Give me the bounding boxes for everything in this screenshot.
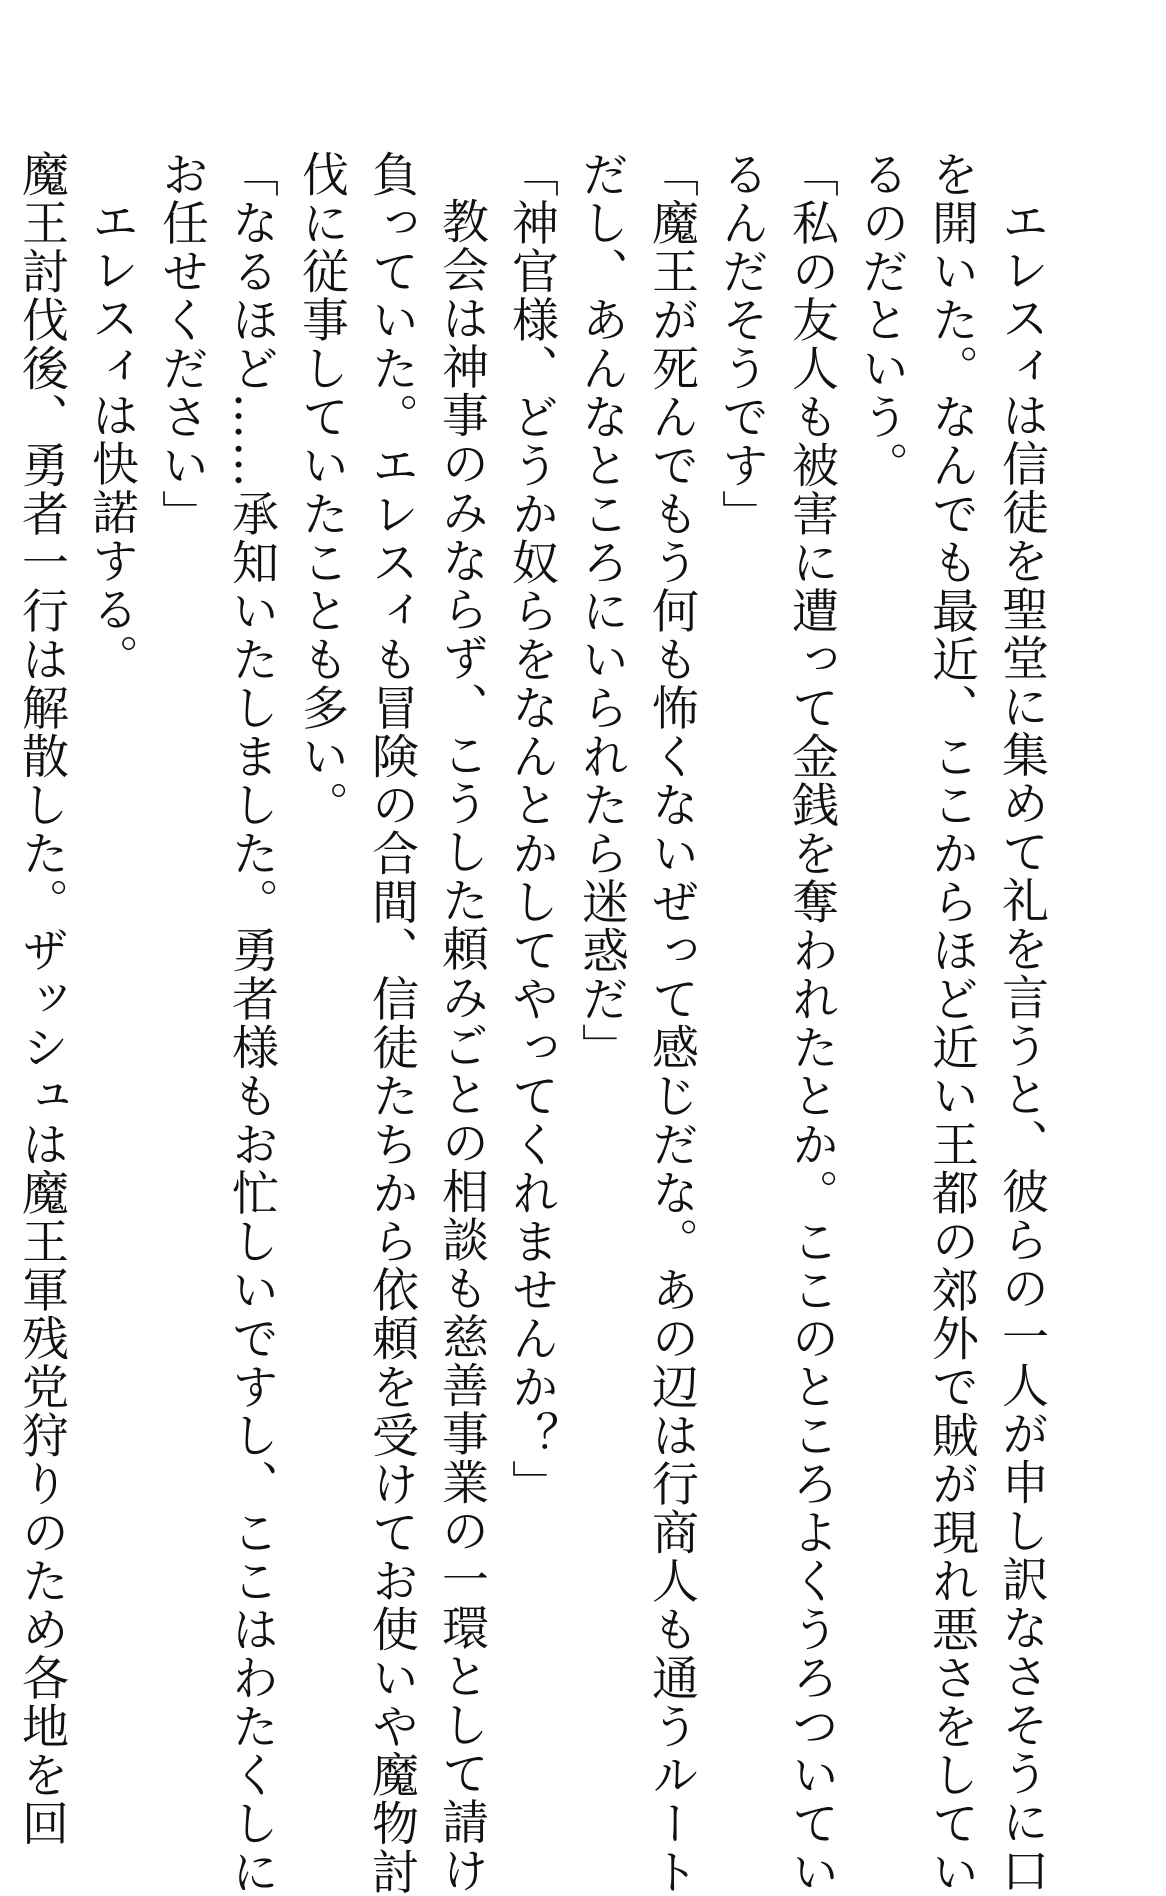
text-line-8: 「神官様、どうか奴らをなんとかしてやってくれませんか？」 [504, 150, 559, 1508]
text-line-7: だし、あんなところにいられたら迷惑だ」 [574, 150, 629, 1072]
text-line-1: エレスィは信徒を聖堂に集めて礼を言うと、彼らの一人が申し訳なさそうに口 [994, 197, 1049, 1895]
text-line-5: るんだそうです」 [714, 150, 769, 538]
text-line-11: 伐に従事していたことも多い。 [294, 150, 349, 829]
text-line-2: を開いた。なんでも最近、ここからほど近い王都の郊外で賊が現れ悪さをしてい [924, 150, 979, 1896]
text-line-9: 教会は神事のみならず、こうした頼みごとの相談も慈善事業の一環として請け [434, 197, 489, 1895]
text-line-10: 負っていた。エレスィも冒険の合間、信徒たちから依頼を受けてお使いや魔物討 [364, 150, 419, 1896]
text-line-6: 「魔王が死んでもう何も怖くないぜって感じだな。あの辺は行商人も通うルート [644, 150, 699, 1896]
vertical-text-block [14, 150, 1056, 1896]
text-line-12: 「なるほど……承知いたしました。勇者様もお忙しいですし、ここはわたくしに [224, 150, 279, 1896]
text-line-15: 魔王討伐後、勇者一行は解散した。ザッシュは魔王軍残党狩りのため各地を回 [14, 150, 69, 1848]
text-line-13: お任せください」 [154, 150, 209, 538]
text-line-14: エレスィは快諾する。 [84, 197, 139, 682]
text-line-4: 「私の友人も被害に遭って金銭を奪われたとか。ここのところよくうろついてい [784, 150, 839, 1896]
text-line-3: るのだという。 [854, 150, 909, 490]
